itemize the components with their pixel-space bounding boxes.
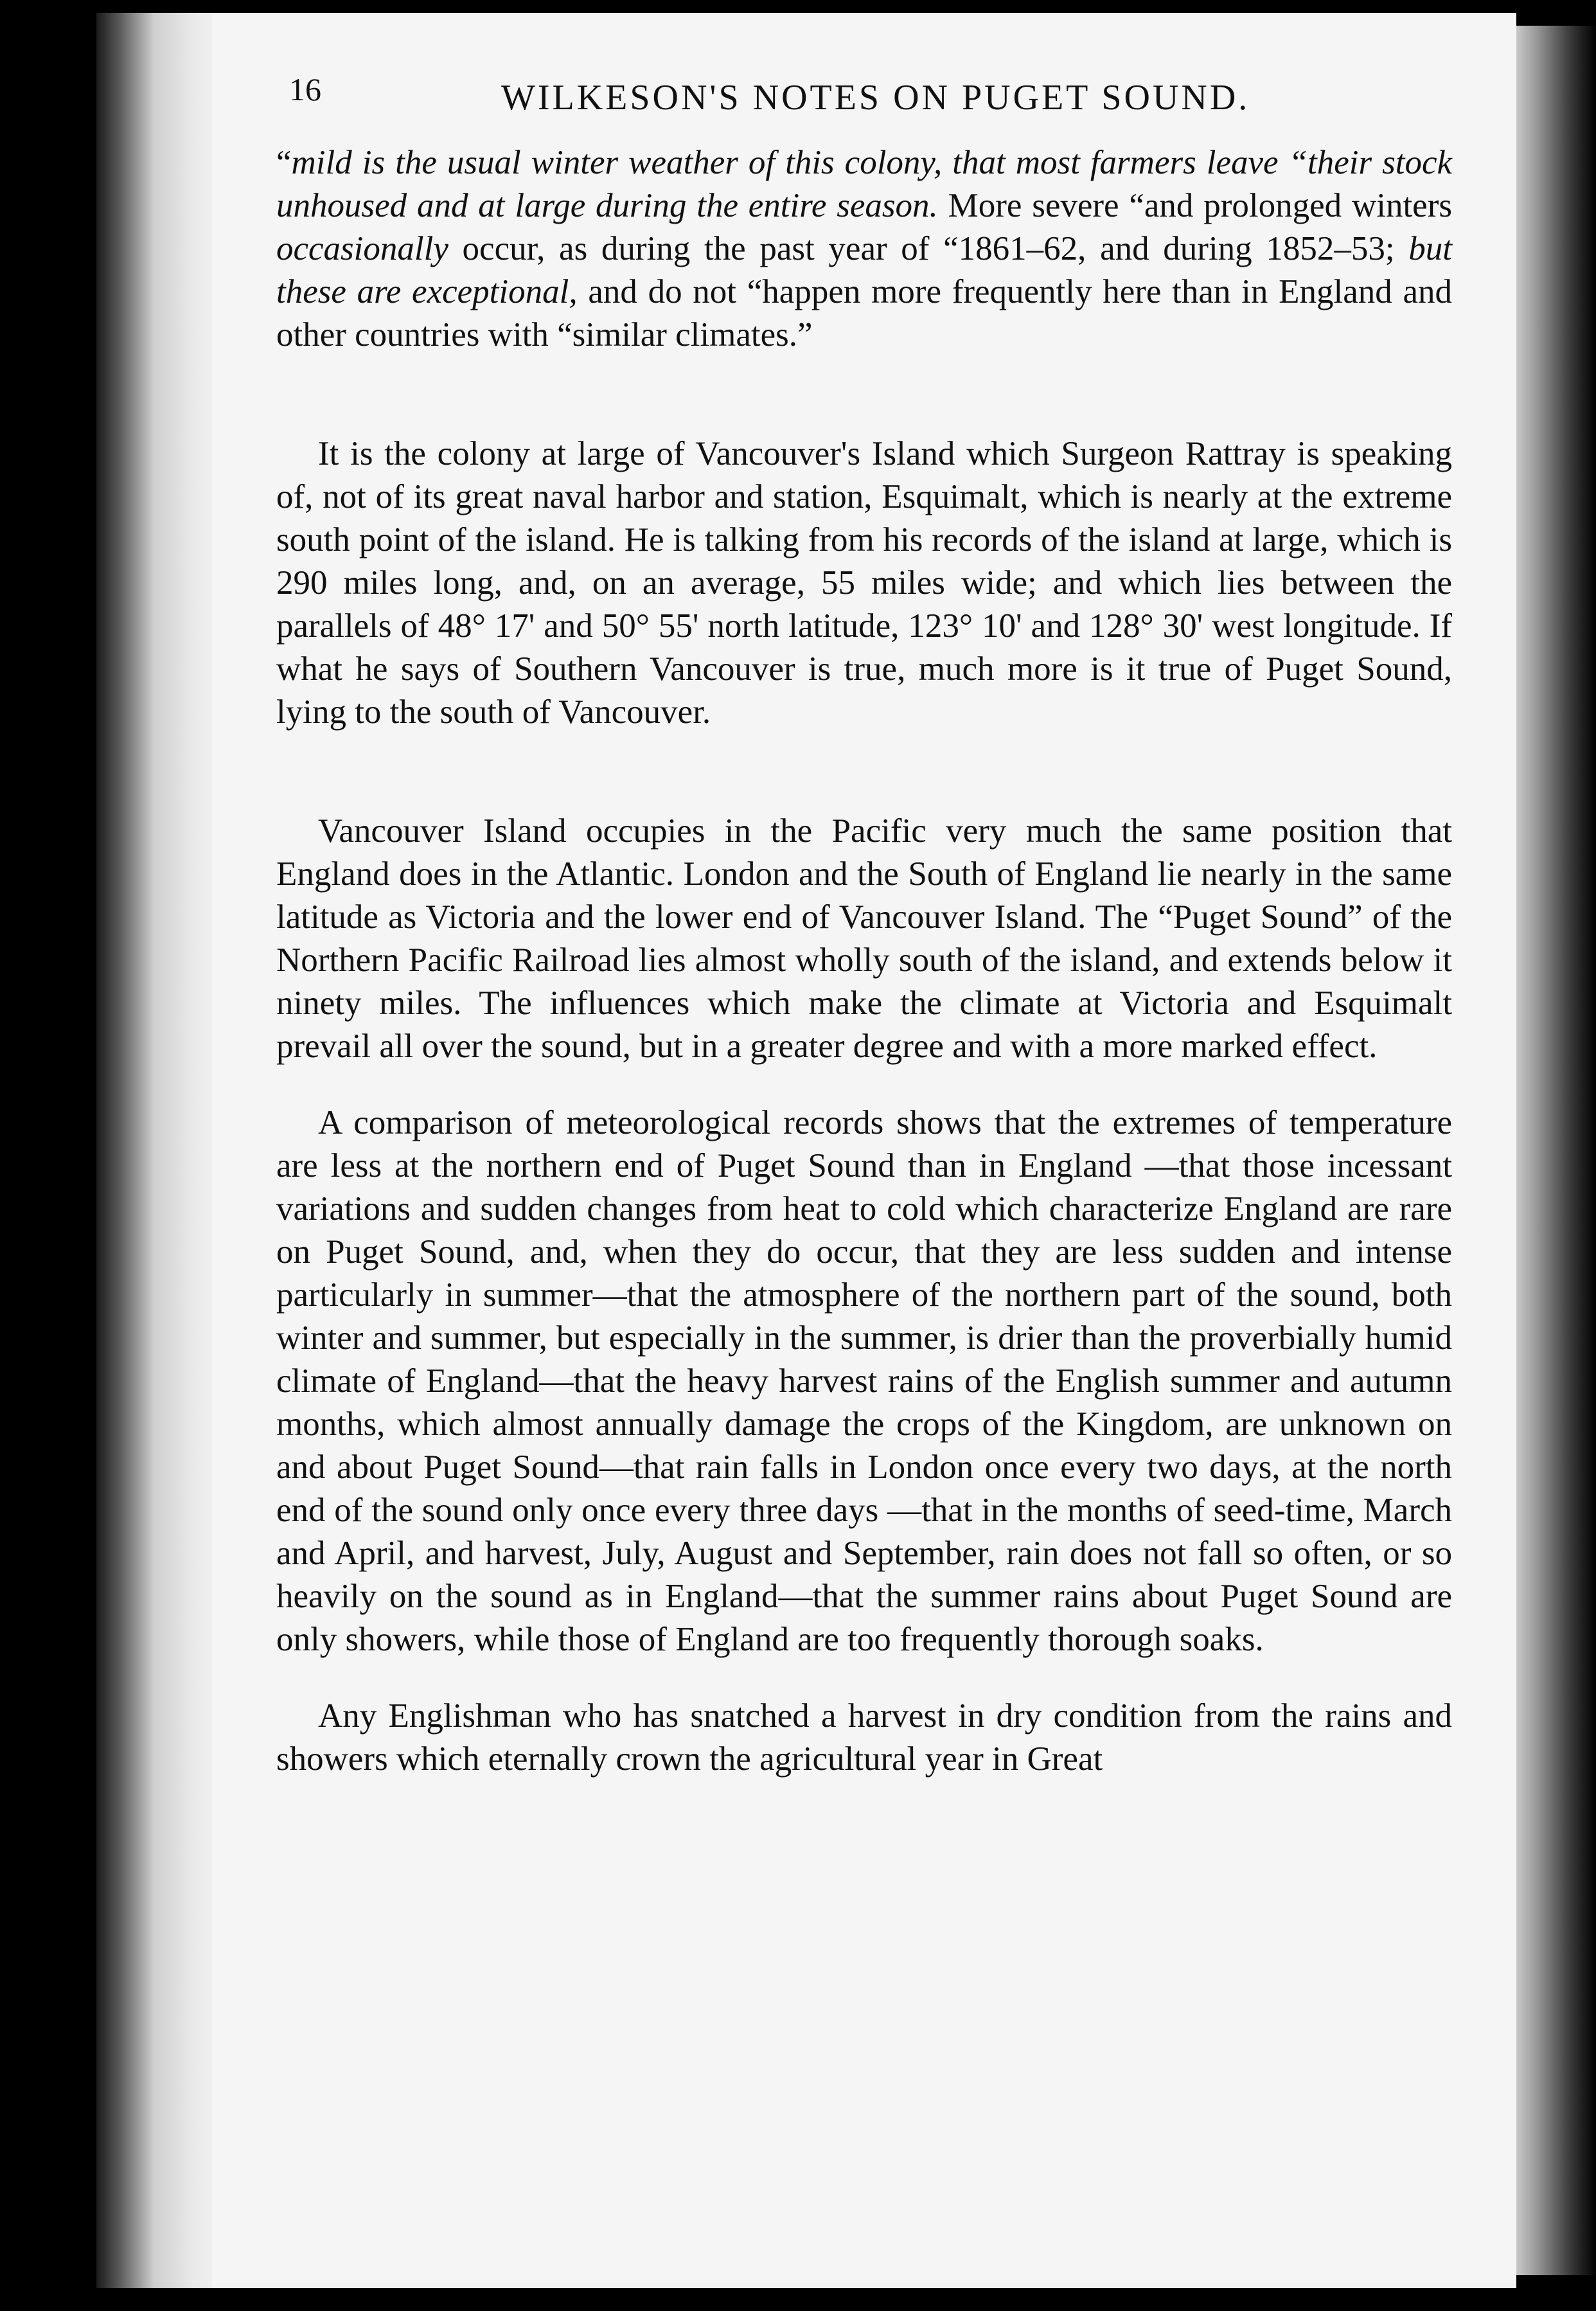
- quote-segment: and do not “happen more frequently here than in England and other countries with “similar climates.”: [276, 273, 1452, 353]
- page-number: 16: [289, 71, 321, 107]
- running-title: WILKESON'S NOTES ON PUGET SOUND.: [501, 78, 1250, 118]
- quote-italic-segment: occasionally: [276, 230, 448, 267]
- paragraph-vancouver-position: Vancouver Island occupies in the Pacific very much the same position that England does in the Atlantic. London and the South of England lie nearly in the same latitude as Victoria and the lower end of Vancouver Island. The “Puget Sound” of the Northern Pacific Railroad lies almost wholly south of the island, and extends below it ninety miles. The influences which make the climate at Victoria and Esquimalt prevail all over the sound, but in a greater degree and with a more marked effect.: [276, 812, 1452, 1065]
- body-text: [276, 141, 1452, 1807]
- quote-italic-segment: but these are exceptional,: [276, 230, 1452, 310]
- quote-segment: More severe “and prolonged winters: [937, 187, 1452, 224]
- quoted-paragraph: [276, 141, 1452, 357]
- quote-segment: occur, as during the past year of “1861–62, and during 1852–53;: [448, 230, 1409, 267]
- paragraph-vancouver-colony: It is the colony at large of Vancouver's Island which Surgeon Rattray is speaking of, not of its great naval harbor and station, Esquimalt, which is nearly at the extreme south point of the island. He is talking from his records of the island at large, which is 290 miles long, and, on an average, 55 miles wide; and which lies between the parallels of 48° 17' and 50° 55' north latitude, 123° 10' and 128° 30' west longitude. If what he says of Southern Vancouver is true, much more is it true of Puget Sound, lying to the south of Vancouver.: [276, 435, 1452, 731]
- quote-italic-segment: mild is the usual winter weather of this colony, that most farmers leave “their stock unhoused and at large during the entire season.: [276, 144, 1452, 224]
- quote-segment: “: [276, 144, 292, 181]
- page-right-edge: [1510, 26, 1596, 2275]
- page-binding-edge: [96, 13, 225, 2288]
- paragraph-meteorological-comparison: A comparison of meteorological records shows that the extremes of temperature are less at the northern end of Puget Sound than in England —that those incessant variations and sudden changes from heat to cold which characterize England are rare on Puget Sound, and, when they do occur, that they are less sudden and intense particularly in summer—that the atmosphere of the northern part of the sound, both winter and summer, but especially in the summer, is drier than the proverbially humid climate of England—that the heavy harvest rains of the English summer and autumn months, which almost annually damage the crops of the Kingdom, are unknown on and about Puget Sound—that rain falls in London once every two days, at the north end of the sound only once every three days —that in the months of seed-time, March and April, and harvest, July, August and September, rain does not fall so often, or so heavily on the sound as in England—that the summer rains about Puget Sound are only showers, while those of England are too frequently thorough soaks.: [276, 1104, 1452, 1658]
- paragraph-englishman-harvest: Any Englishman who has snatched a harvest in dry condition from the rains and showers which eternally crown the agricultural year in Great: [276, 1697, 1452, 1778]
- book-page: [212, 13, 1516, 2288]
- page-header: [289, 64, 1452, 135]
